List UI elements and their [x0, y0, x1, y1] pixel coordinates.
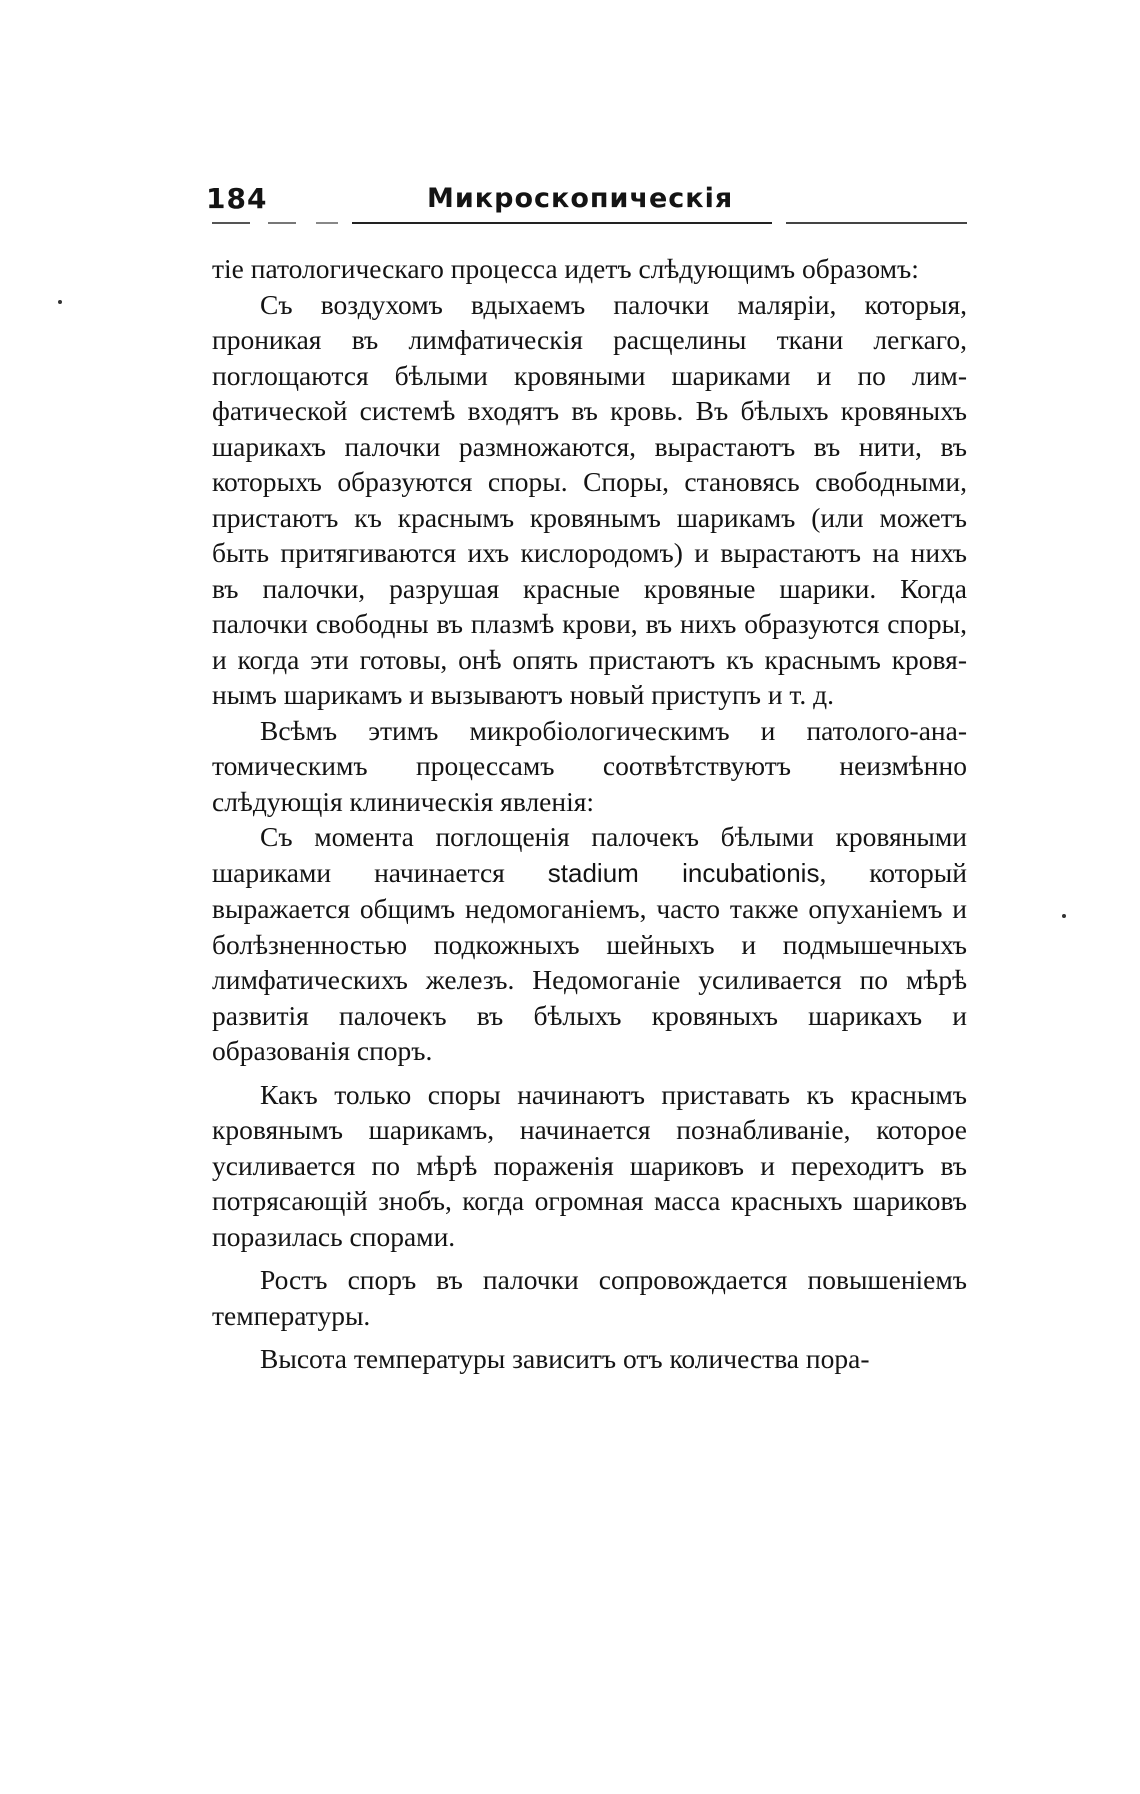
paragraph-2: Съ воздухомъ вдыхаемъ палочки маляріи, которыя, проникая въ лимфатическія расщелины ткани легкаго, поглощаются бѣлыми кровяными шариками и по лимфатической системѣ входятъ въ кровь. Въ бѣлыхъ кровяныхъ шарикахъ палочки размножаются, вырастаютъ въ нити, въ которыхъ образуются споры. Споры, становясь свободными, пристаютъ къ краснымъ кровянымъ шарикамъ (или можетъ быть притягиваются ихъ кислородомъ) и вырастаютъ на нихъ въ палочки, разрушая красные кровяные шарики. Когда палочки свободны въ плазмѣ крови, въ нихъ образуются споры, и когда эти готовы, онѣ опять пристаютъ къ краснымъ кровянымъ шарикамъ и вызываютъ новый приступъ и т. д. [212, 288, 967, 710]
print-speck [58, 300, 62, 304]
paragraph-3: Всѣмъ этимъ микробіологическимъ и патолого-анатомическимъ процессамъ соотвѣтствуютъ неизмѣнно слѣдующія клиническія явленія: [212, 714, 967, 817]
running-title: Микроскопическія [427, 183, 734, 214]
print-speck [1062, 914, 1066, 918]
paragraph-1: тіе патологическаго процесса идетъ слѣдующимъ образомъ: [212, 253, 919, 284]
book-page [206, 178, 968, 1377]
paragraph-4 [212, 819, 967, 1069]
paragraph-5: Какъ только споры начинаютъ приставать къ краснымъ кровянымъ шарикамъ, начинается познабливаніе, которое усиливается по мѣрѣ пораженія шариковъ и переходитъ въ потрясающій знобъ, когда огромная масса красныхъ шариковъ поразилась спорами. [212, 1078, 967, 1252]
paragraph-7: Высота температуры зависитъ отъ количества пора- [260, 1343, 870, 1374]
header-rule [212, 222, 967, 224]
latin-term: stadium incubationis [547, 857, 820, 888]
paragraph-4-start: Съ момента поглощенія палочекъ бѣлыми кровяными шариками начинается [212, 821, 967, 888]
running-head [206, 178, 967, 220]
page-number: 184 [206, 182, 268, 215]
paragraph-6: Ростъ споръ въ палочки сопровождается повышеніемъ температуры. [212, 1264, 967, 1331]
body-text [212, 251, 967, 1377]
paragraph-4-end: , который выражается общимъ недомоганіемъ, часто также опуханіемъ и болѣзненностью подкожныхъ шейныхъ и подмышечныхъ лимфатическихъ железъ. Недомоганіе усиливается по мѣрѣ развитія палочекъ въ бѣлыхъ кровяныхъ шарикахъ и образованія споръ. [212, 856, 968, 1066]
